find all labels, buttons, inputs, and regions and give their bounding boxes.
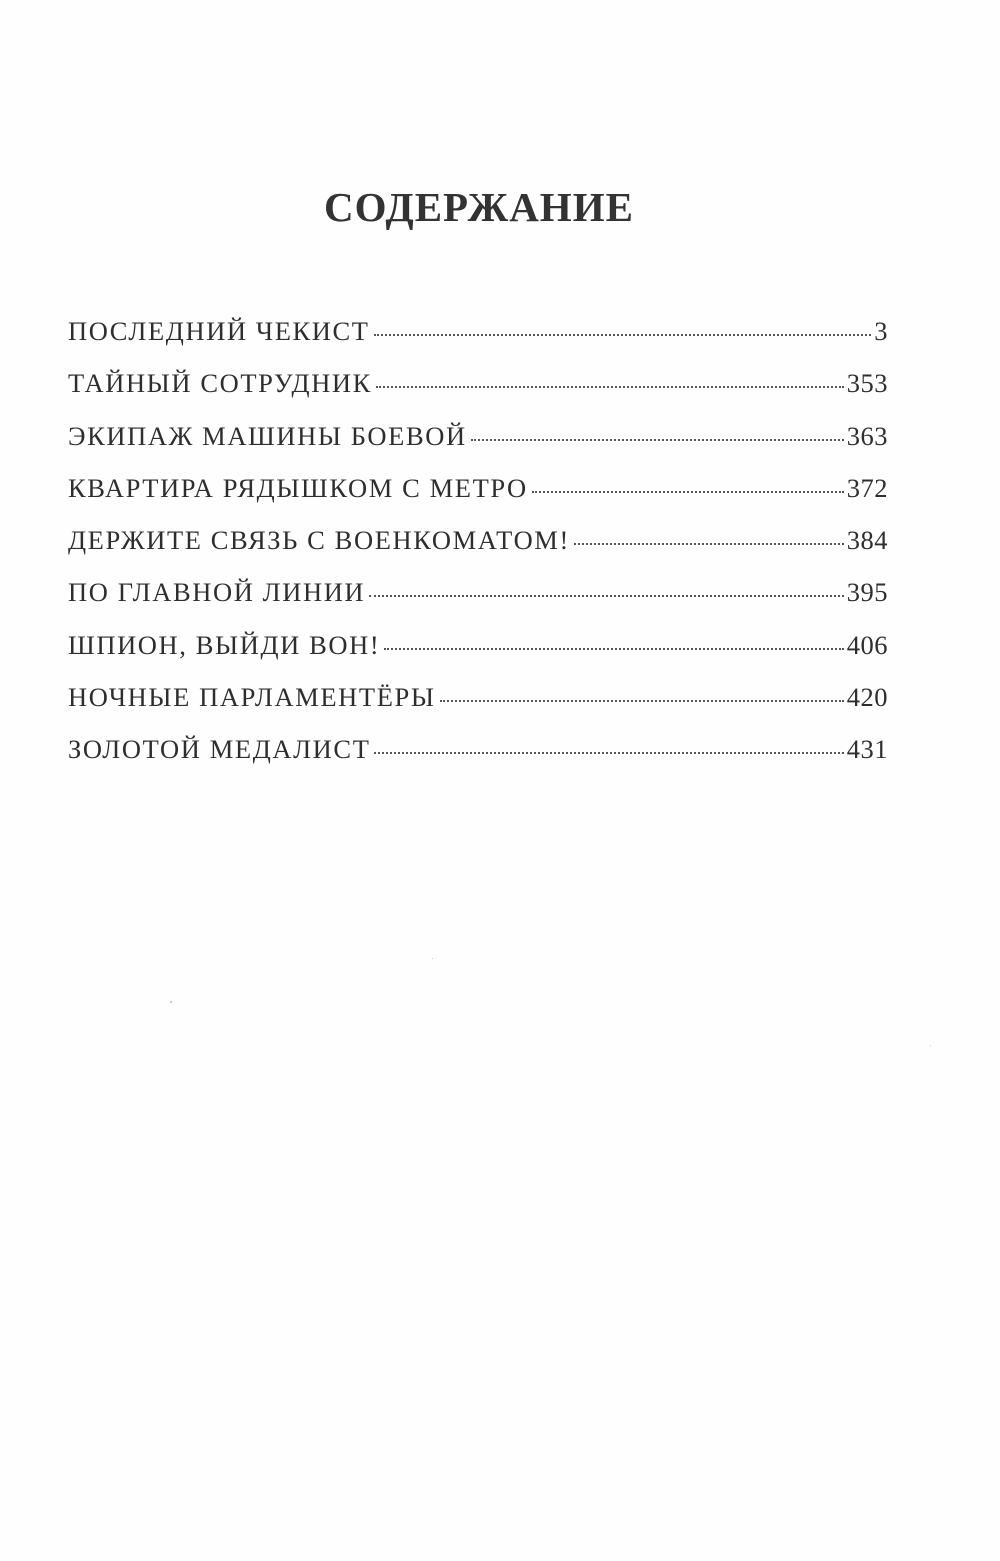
toc-entry-page: 372 bbox=[846, 472, 888, 503]
toc-entry bbox=[68, 421, 888, 473]
table-of-contents bbox=[68, 316, 888, 787]
toc-entry-title: ЭКИПАЖ МАШИНЫ БОЕВОЙ bbox=[68, 420, 467, 451]
dot-leader bbox=[574, 543, 844, 545]
toc-entry-title: ТАЙНЫЙ СОТРУДНИК bbox=[68, 368, 372, 399]
dot-leader bbox=[384, 648, 843, 650]
dot-leader bbox=[369, 595, 844, 597]
paper-speck bbox=[432, 958, 433, 959]
toc-entry-title: ШПИОН, ВЫЙДИ ВОН! bbox=[68, 629, 381, 660]
page-title: СОДЕРЖАНИЕ bbox=[324, 184, 634, 230]
toc-entry-page: 363 bbox=[846, 420, 888, 451]
toc-entry-title: ДЕРЖИТЕ СВЯЗЬ С ВОЕНКОМАТОМ! bbox=[68, 525, 570, 556]
paper-speck bbox=[930, 1045, 931, 1046]
toc-entry-title: ПОСЛЕДНИЙ ЧЕКИСТ bbox=[68, 316, 370, 346]
toc-entry-title: ПО ГЛАВНОЙ ЛИНИИ bbox=[68, 577, 366, 608]
dot-leader bbox=[374, 752, 843, 754]
toc-entry-page: 406 bbox=[846, 629, 888, 660]
toc-entry-page: 384 bbox=[846, 525, 888, 556]
toc-entry bbox=[68, 368, 888, 420]
toc-entry-page: 420 bbox=[846, 682, 888, 713]
dot-leader bbox=[471, 439, 844, 441]
toc-entry bbox=[68, 630, 888, 682]
dot-leader bbox=[374, 334, 872, 336]
toc-entry bbox=[68, 525, 888, 577]
toc-entry-page: 353 bbox=[846, 368, 888, 399]
dot-leader bbox=[440, 700, 844, 702]
toc-entry-title: ЗОЛОТОЙ МЕДАЛИСТ bbox=[68, 734, 371, 765]
toc-entry bbox=[68, 473, 888, 525]
toc-entry-page: 395 bbox=[846, 577, 888, 608]
toc-entry bbox=[68, 682, 888, 734]
dot-leader bbox=[532, 491, 844, 493]
toc-entry-page: 431 bbox=[846, 734, 888, 765]
toc-entry-title: КВАРТИРА РЯДЫШКОМ С МЕТРО bbox=[68, 472, 528, 503]
toc-entry bbox=[68, 577, 888, 629]
toc-entry bbox=[68, 734, 888, 786]
paper-speck bbox=[170, 1001, 172, 1003]
toc-entry-title: НОЧНЫЕ ПАРЛАМЕНТЁРЫ bbox=[68, 682, 436, 713]
toc-entry bbox=[68, 316, 888, 368]
toc-entry-page: 3 bbox=[874, 316, 888, 346]
dot-leader bbox=[376, 386, 844, 388]
